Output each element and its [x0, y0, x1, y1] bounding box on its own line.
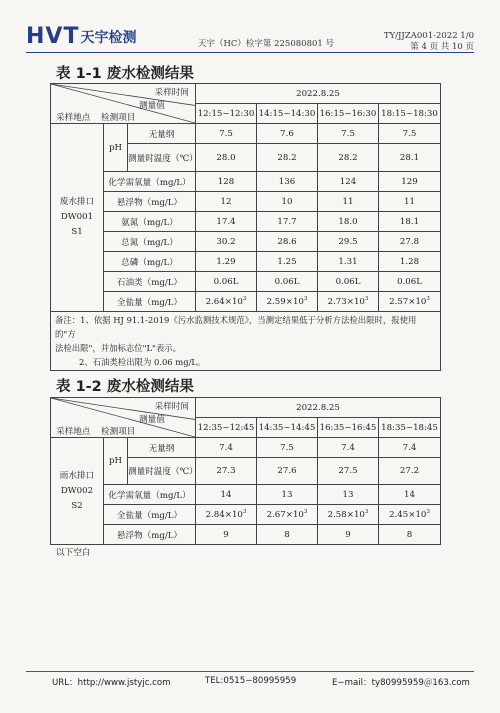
sampling-site: 废水排口 DW001 S1	[51, 124, 104, 312]
measured-value: 8	[257, 525, 318, 545]
table-row	[51, 192, 441, 212]
measured-value: 17.7	[257, 212, 318, 232]
table-row	[51, 525, 441, 545]
measured-value: 1.25	[257, 252, 318, 272]
item-label: 悬浮物（mg/L）	[104, 192, 196, 212]
measured-value: $2.59\times 10^3$	[257, 292, 318, 312]
measured-value: 7.5	[379, 124, 441, 144]
table2-title: 表 1-2 废水检测结果	[56, 378, 194, 395]
table-row	[51, 505, 441, 525]
item-label: 化学需氧量（mg/L）	[104, 172, 196, 192]
logo-chinese: 天宇检测	[80, 29, 137, 46]
table-row	[51, 124, 441, 144]
measured-value: 27.3	[196, 458, 257, 485]
measured-value: 28.2	[257, 144, 318, 172]
measured-value: 28.6	[257, 232, 318, 252]
measured-value: $2.57\times 10^3$	[379, 292, 441, 312]
measured-value: 28.1	[379, 144, 441, 172]
time-slot-header: 16:35~16:45	[318, 418, 379, 438]
measured-value: 11	[379, 192, 441, 212]
hdr-sampling-site: 采样地点	[56, 427, 91, 437]
measured-value: 7.4	[196, 438, 257, 458]
item-label: 全盐量（mg/L）	[104, 505, 196, 525]
measured-value: $2.64\times 10^3$	[196, 292, 257, 312]
measured-value: 14	[379, 485, 441, 505]
measured-value: 27.5	[318, 458, 379, 485]
measured-value: 12	[196, 192, 257, 212]
table1-date: 2022.8.25	[196, 84, 441, 104]
item-label: 悬浮物（mg/L）	[104, 525, 196, 545]
measured-value: 30.2	[196, 232, 257, 252]
item-label: 无量纲	[128, 124, 196, 144]
hdr-sampling-site: 采样地点	[56, 113, 91, 123]
measured-value: 0.06L	[379, 272, 441, 292]
certificate-number: 天宇（HC）检字第 225080801 号	[198, 39, 334, 49]
time-slot-header: 12:35~12:45	[196, 418, 257, 438]
measured-value: 11	[318, 192, 379, 212]
table-row	[51, 272, 441, 292]
measured-value: 10	[257, 192, 318, 212]
measured-value: 0.06L	[196, 272, 257, 292]
item-label: 总磷（mg/L）	[104, 252, 196, 272]
document-id: TY/JJZA001-2022 1/0	[383, 31, 474, 41]
measured-value: 7.4	[379, 438, 441, 458]
time-slot-header: 14:15~14:30	[257, 104, 318, 124]
measured-value: 0.06L	[318, 272, 379, 292]
table2-diagonal-header	[51, 398, 196, 438]
measured-value: 18.1	[379, 212, 441, 232]
footer-url: URL：http://www.jstyjc.com	[52, 678, 171, 688]
measured-value: 128	[196, 172, 257, 192]
time-slot-header: 16:15~16:30	[318, 104, 379, 124]
hdr-measured-value: 测量值	[139, 101, 165, 111]
measured-value: 7.5	[318, 124, 379, 144]
time-slot-header: 18:15~18:30	[379, 104, 441, 124]
table2	[50, 397, 441, 545]
measured-value: 1.28	[379, 252, 441, 272]
table1-notes: 备注：1、依据 HJ 91.1-2019《污水监测技术规范》，当测定结果低于分析方法检出限时，报使用的"方 法检出限"，并加标志位"L"表示。 2、石油类检出限为 0.06 mg/L。	[51, 312, 441, 371]
item-label: 全盐量（mg/L）	[104, 292, 196, 312]
ph-label: pH	[104, 124, 128, 172]
document-info	[384, 31, 474, 53]
measured-value: 9	[318, 525, 379, 545]
table-row	[51, 252, 441, 272]
table-row	[51, 485, 441, 505]
table1	[50, 83, 441, 371]
measured-value: 1.29	[196, 252, 257, 272]
footer-tel: TEL:0515−80995959	[205, 676, 297, 686]
time-slot-header: 14:35~14:45	[257, 418, 318, 438]
item-label: 测量时温度（℃）	[128, 458, 196, 485]
measured-value: $2.45\times 10^3$	[379, 505, 441, 525]
table-row	[51, 172, 441, 192]
table1-title: 表 1-1 废水检测结果	[56, 65, 194, 82]
measured-value: 13	[257, 485, 318, 505]
measured-value: 136	[257, 172, 318, 192]
measured-value: 27.2	[379, 458, 441, 485]
table-row	[51, 212, 441, 232]
blank-below-note: 以下空白	[56, 548, 91, 558]
measured-value: 28.0	[196, 144, 257, 172]
table-row	[51, 232, 441, 252]
measured-value: 8	[379, 525, 441, 545]
measured-value: 7.4	[318, 438, 379, 458]
measured-value: 29.5	[318, 232, 379, 252]
measured-value: 129	[379, 172, 441, 192]
item-label: 氨氮（mg/L）	[104, 212, 196, 232]
measured-value: 124	[318, 172, 379, 192]
item-label: 总氮（mg/L）	[104, 232, 196, 252]
table-row	[51, 438, 441, 458]
measured-value: $2.73\times 10^3$	[318, 292, 379, 312]
sampling-site: 雨水排口 DW002 S2	[51, 438, 104, 545]
header-rule	[26, 52, 474, 53]
measured-value: $2.84\times 10^3$	[196, 505, 257, 525]
measured-value: 7.5	[257, 438, 318, 458]
footer-email: E−mail：ty80995959＠163.com	[332, 678, 470, 688]
item-label: 测量时温度（℃）	[128, 144, 196, 172]
measured-value: 27.6	[257, 458, 318, 485]
company-logo	[26, 24, 136, 49]
item-label: 化学需氧量（mg/L）	[104, 485, 196, 505]
measured-value: $2.58\times 10^3$	[318, 505, 379, 525]
measured-value: 13	[318, 485, 379, 505]
measured-value: 14	[196, 485, 257, 505]
measured-value: 7.6	[257, 124, 318, 144]
table2-date: 2022.8.25	[196, 398, 441, 418]
logo-letters: HVT	[26, 24, 80, 49]
measured-value: $2.67\times 10^3$	[257, 505, 318, 525]
measured-value: 0.06L	[257, 272, 318, 292]
time-slot-header: 18:35~18:45	[379, 418, 441, 438]
item-label: 石油类（mg/L）	[104, 272, 196, 292]
hdr-sampling-time: 采样时间	[154, 88, 189, 98]
hdr-test-item: 检测项目	[101, 427, 136, 437]
item-label: 无量纲	[128, 438, 196, 458]
page-number: 第 4 页 共 10 页	[410, 42, 474, 52]
measured-value: 7.5	[196, 124, 257, 144]
hdr-test-item: 检测项目	[101, 113, 136, 123]
measured-value: 17.4	[196, 212, 257, 232]
measured-value: 28.2	[318, 144, 379, 172]
measured-value: 18.0	[318, 212, 379, 232]
table-row	[51, 292, 441, 312]
hdr-sampling-time: 采样时间	[154, 402, 189, 412]
table1-diagonal-header	[51, 84, 196, 124]
hdr-measured-value: 测量值	[139, 415, 165, 425]
footer-rule	[26, 671, 474, 672]
ph-label: pH	[104, 438, 128, 485]
measured-value: 27.8	[379, 232, 441, 252]
measured-value: 1.31	[318, 252, 379, 272]
measured-value: 9	[196, 525, 257, 545]
time-slot-header: 12:15~12:30	[196, 104, 257, 124]
page-header	[0, 0, 500, 56]
